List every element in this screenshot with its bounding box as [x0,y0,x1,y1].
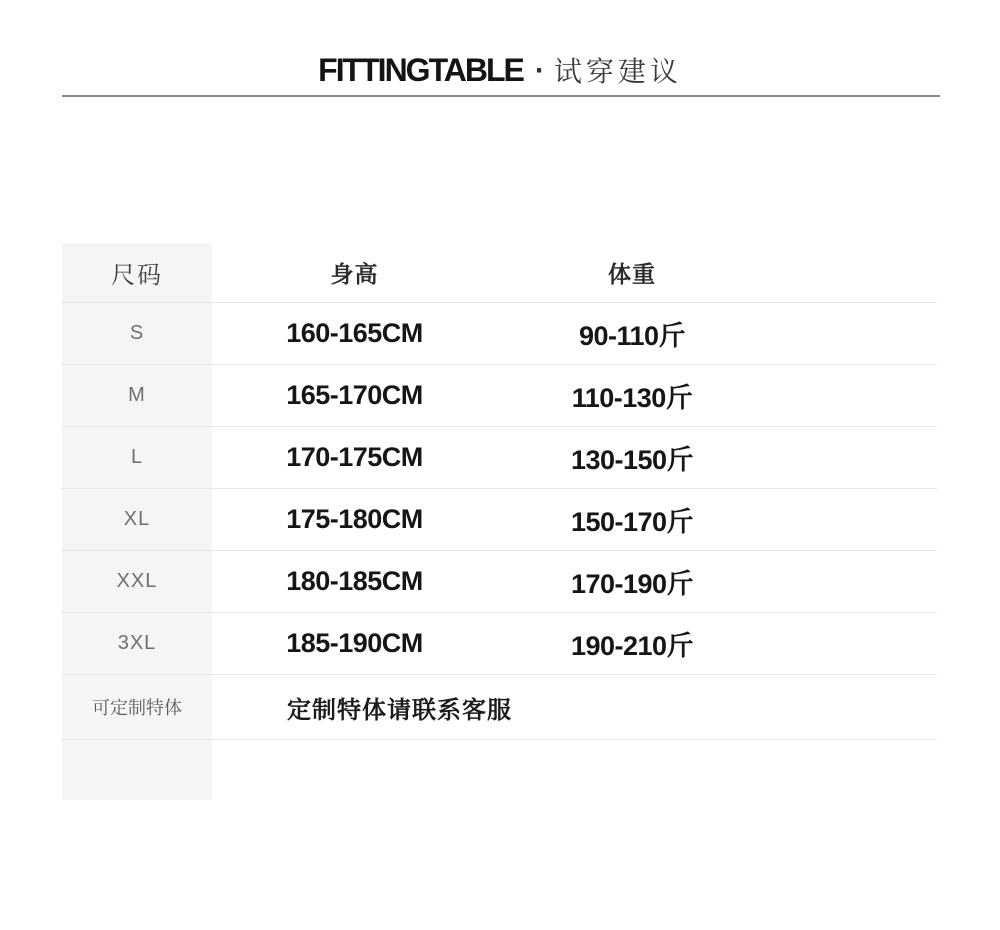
table-row [62,489,937,551]
filler-cell [767,489,937,550]
trailing-empty-row [62,740,937,800]
weight-value: 90-110斤 [578,321,686,351]
title-separator-dot: · [534,54,545,87]
weight-value: 110-130斤 [571,383,693,413]
filler-cell [767,551,937,612]
size-value: M [62,365,212,426]
weight-value: 170-190斤 [570,569,694,599]
filler-cell [767,613,937,674]
table-row [62,613,937,675]
title-chinese: 试穿建议 [553,56,682,87]
height-value: 160-165CM [286,318,423,348]
height-value: 180-185CM [286,566,423,596]
title-underline [62,95,940,97]
size-value: S [62,303,212,364]
height-value: 185-190CM [286,628,423,658]
height-value: 175-180CM [286,504,423,534]
weight-value: 130-150斤 [570,445,694,475]
filler-cell [767,365,937,426]
title-english: FITTINGTABLE [318,52,523,88]
filler-cell [767,303,937,364]
size-value: XL [62,489,212,550]
header-size: 尺码 [62,243,212,302]
table-row [62,303,937,365]
size-value: L [62,427,212,488]
size-value: 3XL [62,613,212,674]
table-row [62,365,937,427]
weight-value: 150-170斤 [570,507,694,537]
custom-size-row [62,675,937,740]
weight-value: 190-210斤 [570,631,694,661]
table-header-row [62,243,937,303]
height-value: 170-175CM [286,442,423,472]
custom-size-label: 可定制特体 [62,675,212,739]
size-value: XXL [62,551,212,612]
custom-size-note: 定制特体请联系客服 [287,696,512,724]
height-value: 165-170CM [286,380,423,410]
section-title [0,0,1000,95]
header-filler [767,243,937,302]
filler-cell [767,427,937,488]
table-row [62,427,937,489]
size-table-body [62,303,937,675]
table-row [62,551,937,613]
size-table [62,243,937,800]
trailing-size-cell [62,740,212,800]
header-height: 身高 [330,261,379,287]
header-weight: 体重 [608,261,656,287]
